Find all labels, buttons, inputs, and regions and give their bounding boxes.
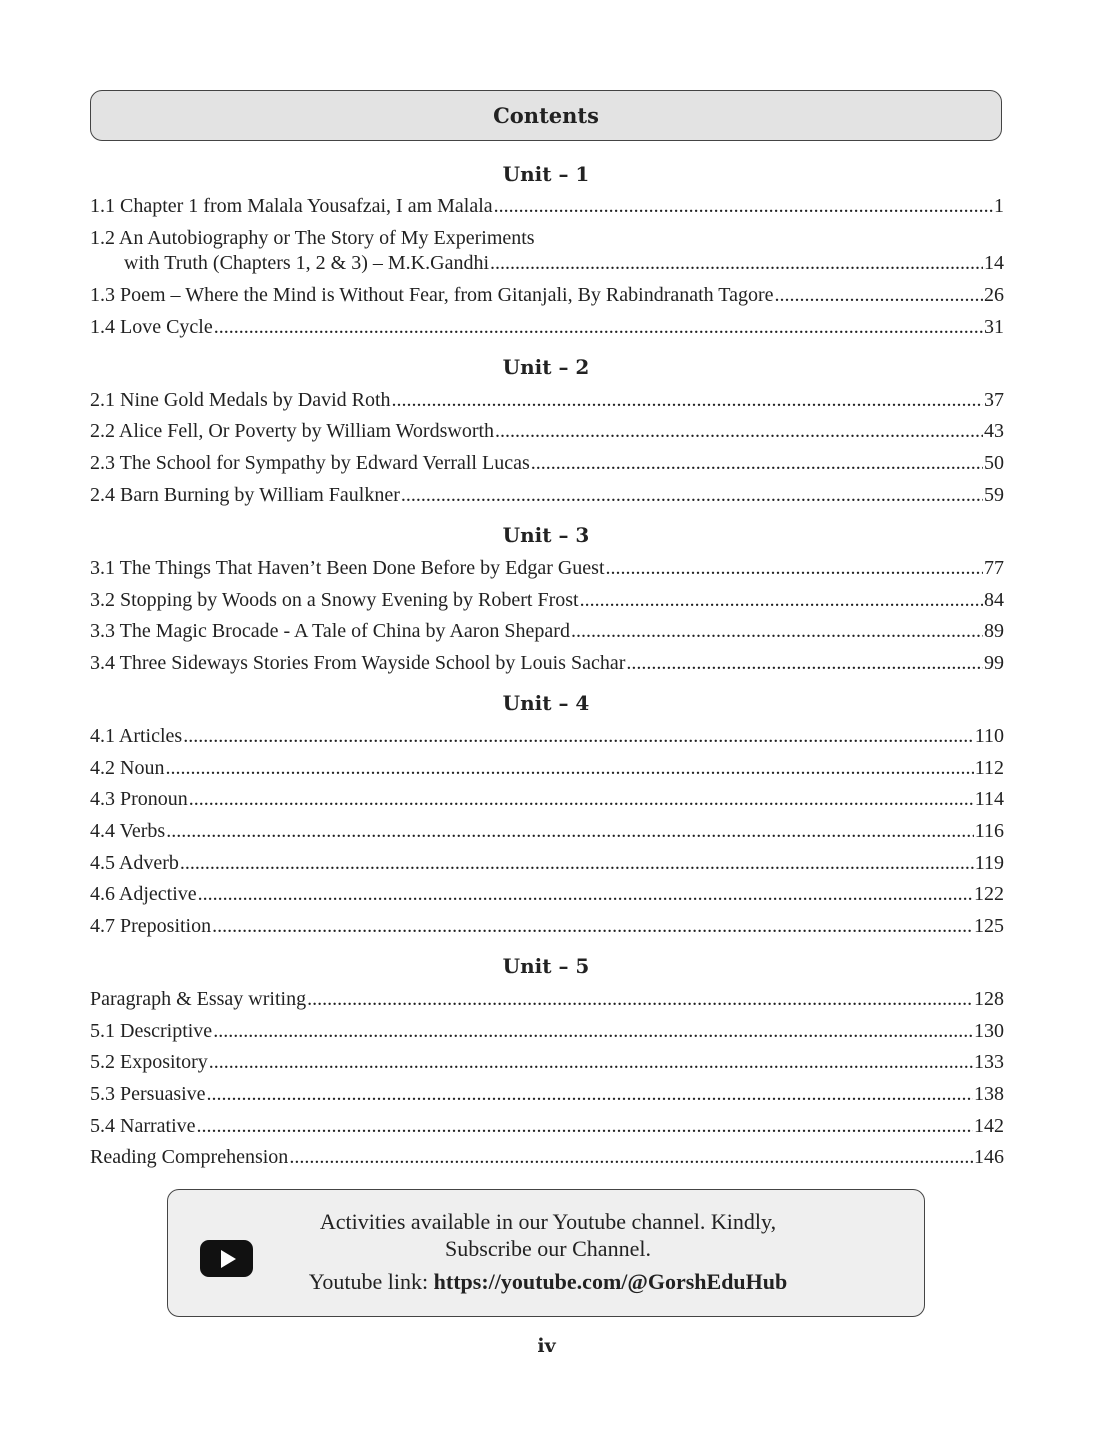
leader-dots [392,388,983,412]
toc-entry-page: 37 [984,389,1004,411]
leader-dots [207,1082,973,1106]
toc-entry-page: 116 [974,820,1004,842]
toc-entry[interactable] [90,283,1004,307]
toc-entry-label: with Truth (Chapters 1, 2 & 3) – M.K.Gandhi [124,252,489,274]
toc-entry-label: 3.3 The Magic Brocade - A Tale of China by Aaron Shepard [90,620,570,642]
toc-entry-page: 125 [974,915,1004,937]
toc-entry-page: 112 [974,757,1004,779]
toc-entry[interactable] [90,787,1004,811]
toc-entry-page: 119 [974,852,1004,874]
toc-entry[interactable] [90,1145,1004,1169]
toc-entry[interactable] [90,419,1004,443]
toc-entry-label: 1.1 Chapter 1 from Malala Yousafzai, I am Malala [90,195,493,217]
toc-entry[interactable] [90,724,1004,748]
leader-dots [289,1145,973,1169]
toc-entry-label: Reading Comprehension [90,1146,289,1168]
toc-entry[interactable] [90,619,1004,643]
toc-entry[interactable] [90,1050,1004,1074]
toc-entry-label: 1.4 Love Cycle [90,316,213,338]
toc-entry-label: 3.1 The Things That Haven’t Been Done Before by Edgar Guest [90,557,605,579]
leader-dots [580,588,983,612]
toc-entry-page: 128 [974,988,1004,1010]
unit-heading: Unit – 5 [502,954,590,978]
toc-entry-page: 43 [984,420,1004,442]
unit-heading: Unit – 3 [502,523,590,547]
toc-entry-page: 50 [984,452,1004,474]
unit-heading: Unit – 2 [502,355,590,379]
toc-entry-label: 1.3 Poem – Where the Mind is Without Fear, from Gitanjali, By Rabindranath Tagore [90,284,774,306]
toc-entry-page: 142 [974,1115,1004,1137]
leader-dots [495,419,983,443]
toc-entry-page: 146 [974,1146,1004,1168]
contents-title: Contents [90,90,1002,141]
toc-entry[interactable] [90,756,1004,780]
toc-entry-page: 110 [974,725,1004,747]
unit-heading: Unit – 1 [502,162,590,186]
leader-dots [490,251,983,275]
leader-dots [307,987,973,1011]
toc-entry-page: 26 [984,284,1004,306]
toc-entry-label: 5.1 Descriptive [90,1020,213,1042]
toc-entry-page: 114 [974,788,1004,810]
youtube-link-prefix: Youtube link: [308,1269,434,1294]
leader-dots [180,851,974,875]
toc-entry-label: 3.4 Three Sideways Stories From Wayside School by Louis Sachar [90,652,626,674]
toc-entry[interactable] [90,588,1004,612]
toc-entry[interactable] [90,1114,1004,1138]
toc-entry-label: 4.6 Adjective [90,883,197,905]
toc-entry[interactable] [90,882,1004,906]
toc-entry[interactable] [90,1082,1004,1106]
toc-entry-page: 122 [974,883,1004,905]
toc-entry-label: 5.3 Persuasive [90,1083,206,1105]
youtube-callout [167,1189,925,1317]
toc-entry[interactable] [90,451,1004,475]
toc-entry-label: 4.4 Verbs [90,820,166,842]
leader-dots [401,483,983,507]
toc-entry-page: 99 [984,652,1004,674]
toc-entry-label: 4.7 Preposition [90,915,212,937]
youtube-play-icon[interactable] [200,1240,253,1277]
leader-dots [775,283,983,307]
leader-dots [166,819,974,843]
toc-entry-label: 2.3 The School for Sympathy by Edward Verrall Lucas [90,452,530,474]
toc-entry[interactable] [90,851,1004,875]
toc-entry[interactable] [90,483,1004,507]
toc-entry-label: 2.4 Barn Burning by William Faulkner [90,484,400,506]
leader-dots [183,724,974,748]
toc-entry-page: 133 [974,1051,1004,1073]
toc-entry-label: 2.1 Nine Gold Medals by David Roth [90,389,391,411]
leader-dots [494,194,993,218]
leader-dots [212,914,973,938]
toc-entry[interactable] [90,1019,1004,1043]
toc-entry-label: 4.2 Noun [90,757,165,779]
leader-dots [209,1050,973,1074]
leader-dots [531,451,983,475]
leader-dots [213,1019,973,1043]
toc-entry[interactable] [90,315,1004,339]
toc-entry-page: 84 [984,589,1004,611]
toc-entry[interactable] [90,987,1004,1011]
toc-entry[interactable] [90,194,1004,218]
unit-heading: Unit – 4 [502,691,590,715]
toc-entry-label: Paragraph & Essay writing [90,988,307,1010]
toc-entry-label: 4.5 Adverb [90,852,179,874]
toc-entry-page: 59 [984,484,1004,506]
leader-dots [571,619,983,643]
leader-dots [189,787,974,811]
toc-entry-page: 77 [984,557,1004,579]
toc-entry-label: 5.2 Expository [90,1051,208,1073]
leader-dots [626,651,983,675]
toc-entry[interactable] [90,651,1004,675]
toc-entry[interactable] [124,251,1004,275]
toc-entry-page: 1 [994,195,1004,217]
youtube-link-line [268,1269,828,1295]
toc-entry-page: 130 [974,1020,1004,1042]
toc-entry[interactable] [90,388,1004,412]
toc-entry-label: 3.2 Stopping by Woods on a Snowy Evening by Robert Frost [90,589,579,611]
toc-entry-label: 2.2 Alice Fell, Or Poverty by William Wordsworth [90,420,495,442]
toc-entry[interactable] [90,914,1004,938]
youtube-link[interactable]: https://youtube.com/@GorshEduHub [433,1269,788,1294]
leader-dots [197,1114,973,1138]
leader-dots [198,882,973,906]
leader-dots [214,315,983,339]
leader-dots [606,556,983,580]
toc-entry-label-line1: 1.2 An Autobiography or The Story of My Experiments [90,227,535,249]
toc-entry-label: 5.4 Narrative [90,1115,196,1137]
youtube-callout-line2: Subscribe our Channel. [445,1236,651,1261]
page-number: iv [537,1335,556,1357]
toc-entry-page: 31 [984,316,1004,338]
leader-dots [165,756,973,780]
toc-entry-page: 89 [984,620,1004,642]
youtube-callout-line1: Activities available in our Youtube channel. Kindly, [319,1209,777,1234]
toc-entry-label: 4.1 Articles [90,725,183,747]
toc-entry[interactable] [90,556,1004,580]
toc-entry-label: 4.3 Pronoun [90,788,188,810]
toc-entry-page: 14 [984,252,1004,274]
toc-entry[interactable] [90,819,1004,843]
toc-entry-page: 138 [974,1083,1004,1105]
